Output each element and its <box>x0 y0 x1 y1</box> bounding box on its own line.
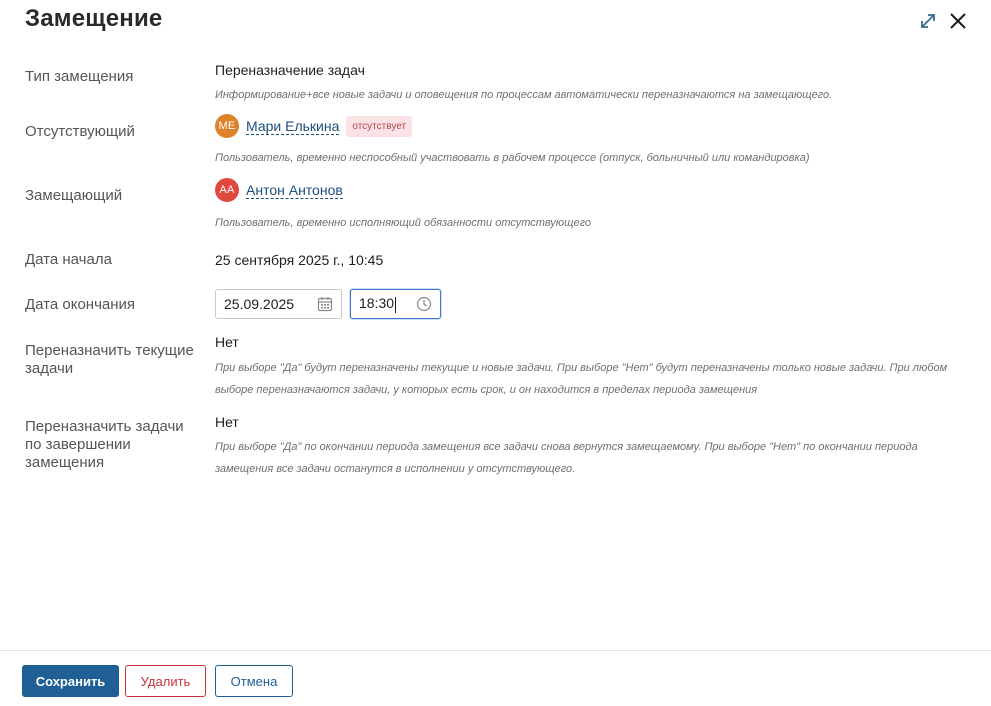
substitute-user-link[interactable]: Антон Антонов <box>246 181 343 198</box>
absent-label: Отсутствующий <box>25 123 135 140</box>
modal-title: Замещение <box>25 5 163 32</box>
end-time-input[interactable] <box>350 289 441 319</box>
substitute-hint: Пользователь, временно исполняющий обязанности отсутствующего <box>215 217 591 229</box>
close-icon[interactable] <box>947 10 969 32</box>
text-caret <box>395 297 396 313</box>
type-label: Тип замещения <box>25 68 134 85</box>
expand-icon[interactable] <box>917 10 939 32</box>
type-value: Переназначение задач <box>215 62 365 78</box>
modal-header <box>0 0 991 44</box>
reassign-current-value: Нет <box>215 334 239 350</box>
substitute-user <box>215 178 343 202</box>
absent-user <box>215 114 412 138</box>
start-date-label: Дата начала <box>25 251 112 268</box>
reassign-current-hint: При выборе "Да" будут переназначены текущие и новые задачи. При выборе "Нет" будут переназначены только новые задачи. При любом выборе переназначаются задачи, у которых есть срок, и он находится в пределах периода замещения <box>215 362 948 396</box>
start-date-value: 25 сентября 2025 г., 10:45 <box>215 252 384 268</box>
reassign-after-label: Переназначить задачи по завершении замещения <box>25 418 184 471</box>
status-badge: отсутствует <box>346 116 412 137</box>
footer-divider <box>0 650 991 651</box>
substitute-label: Замещающий <box>25 187 123 204</box>
reassign-after-hint: При выборе "Да" по окончании периода замещения все задачи снова вернутся замещаемому. При выборе "Нет" по окончании периода замещения все задачи останутся в исполнении у отсутствующего. <box>215 441 918 475</box>
save-button[interactable]: Сохранить <box>22 665 119 697</box>
reassign-after-value: Нет <box>215 414 239 430</box>
end-date-value: 25.09.2025 <box>224 296 295 312</box>
avatar: АА <box>215 178 239 202</box>
calendar-icon[interactable] <box>317 296 333 312</box>
absent-hint: Пользователь, временно неспособный участвовать в рабочем процессе (отпуск, больничный или командировка) <box>215 152 810 164</box>
delete-button[interactable]: Удалить <box>125 665 206 697</box>
cancel-button[interactable]: Отмена <box>215 665 293 697</box>
absent-user-link[interactable]: Мари Елькина <box>246 117 340 134</box>
reassign-current-label: Переназначить текущие задачи <box>25 342 194 377</box>
avatar: МЕ <box>215 114 239 138</box>
end-date-input[interactable] <box>215 289 342 319</box>
clock-icon[interactable] <box>416 296 432 312</box>
type-hint: Информирование+все новые задачи и оповещения по процессам автоматически переназначаются на замещающего. <box>215 89 833 101</box>
end-time-value: 18:30 <box>359 295 395 312</box>
end-date-label: Дата окончания <box>25 296 136 313</box>
